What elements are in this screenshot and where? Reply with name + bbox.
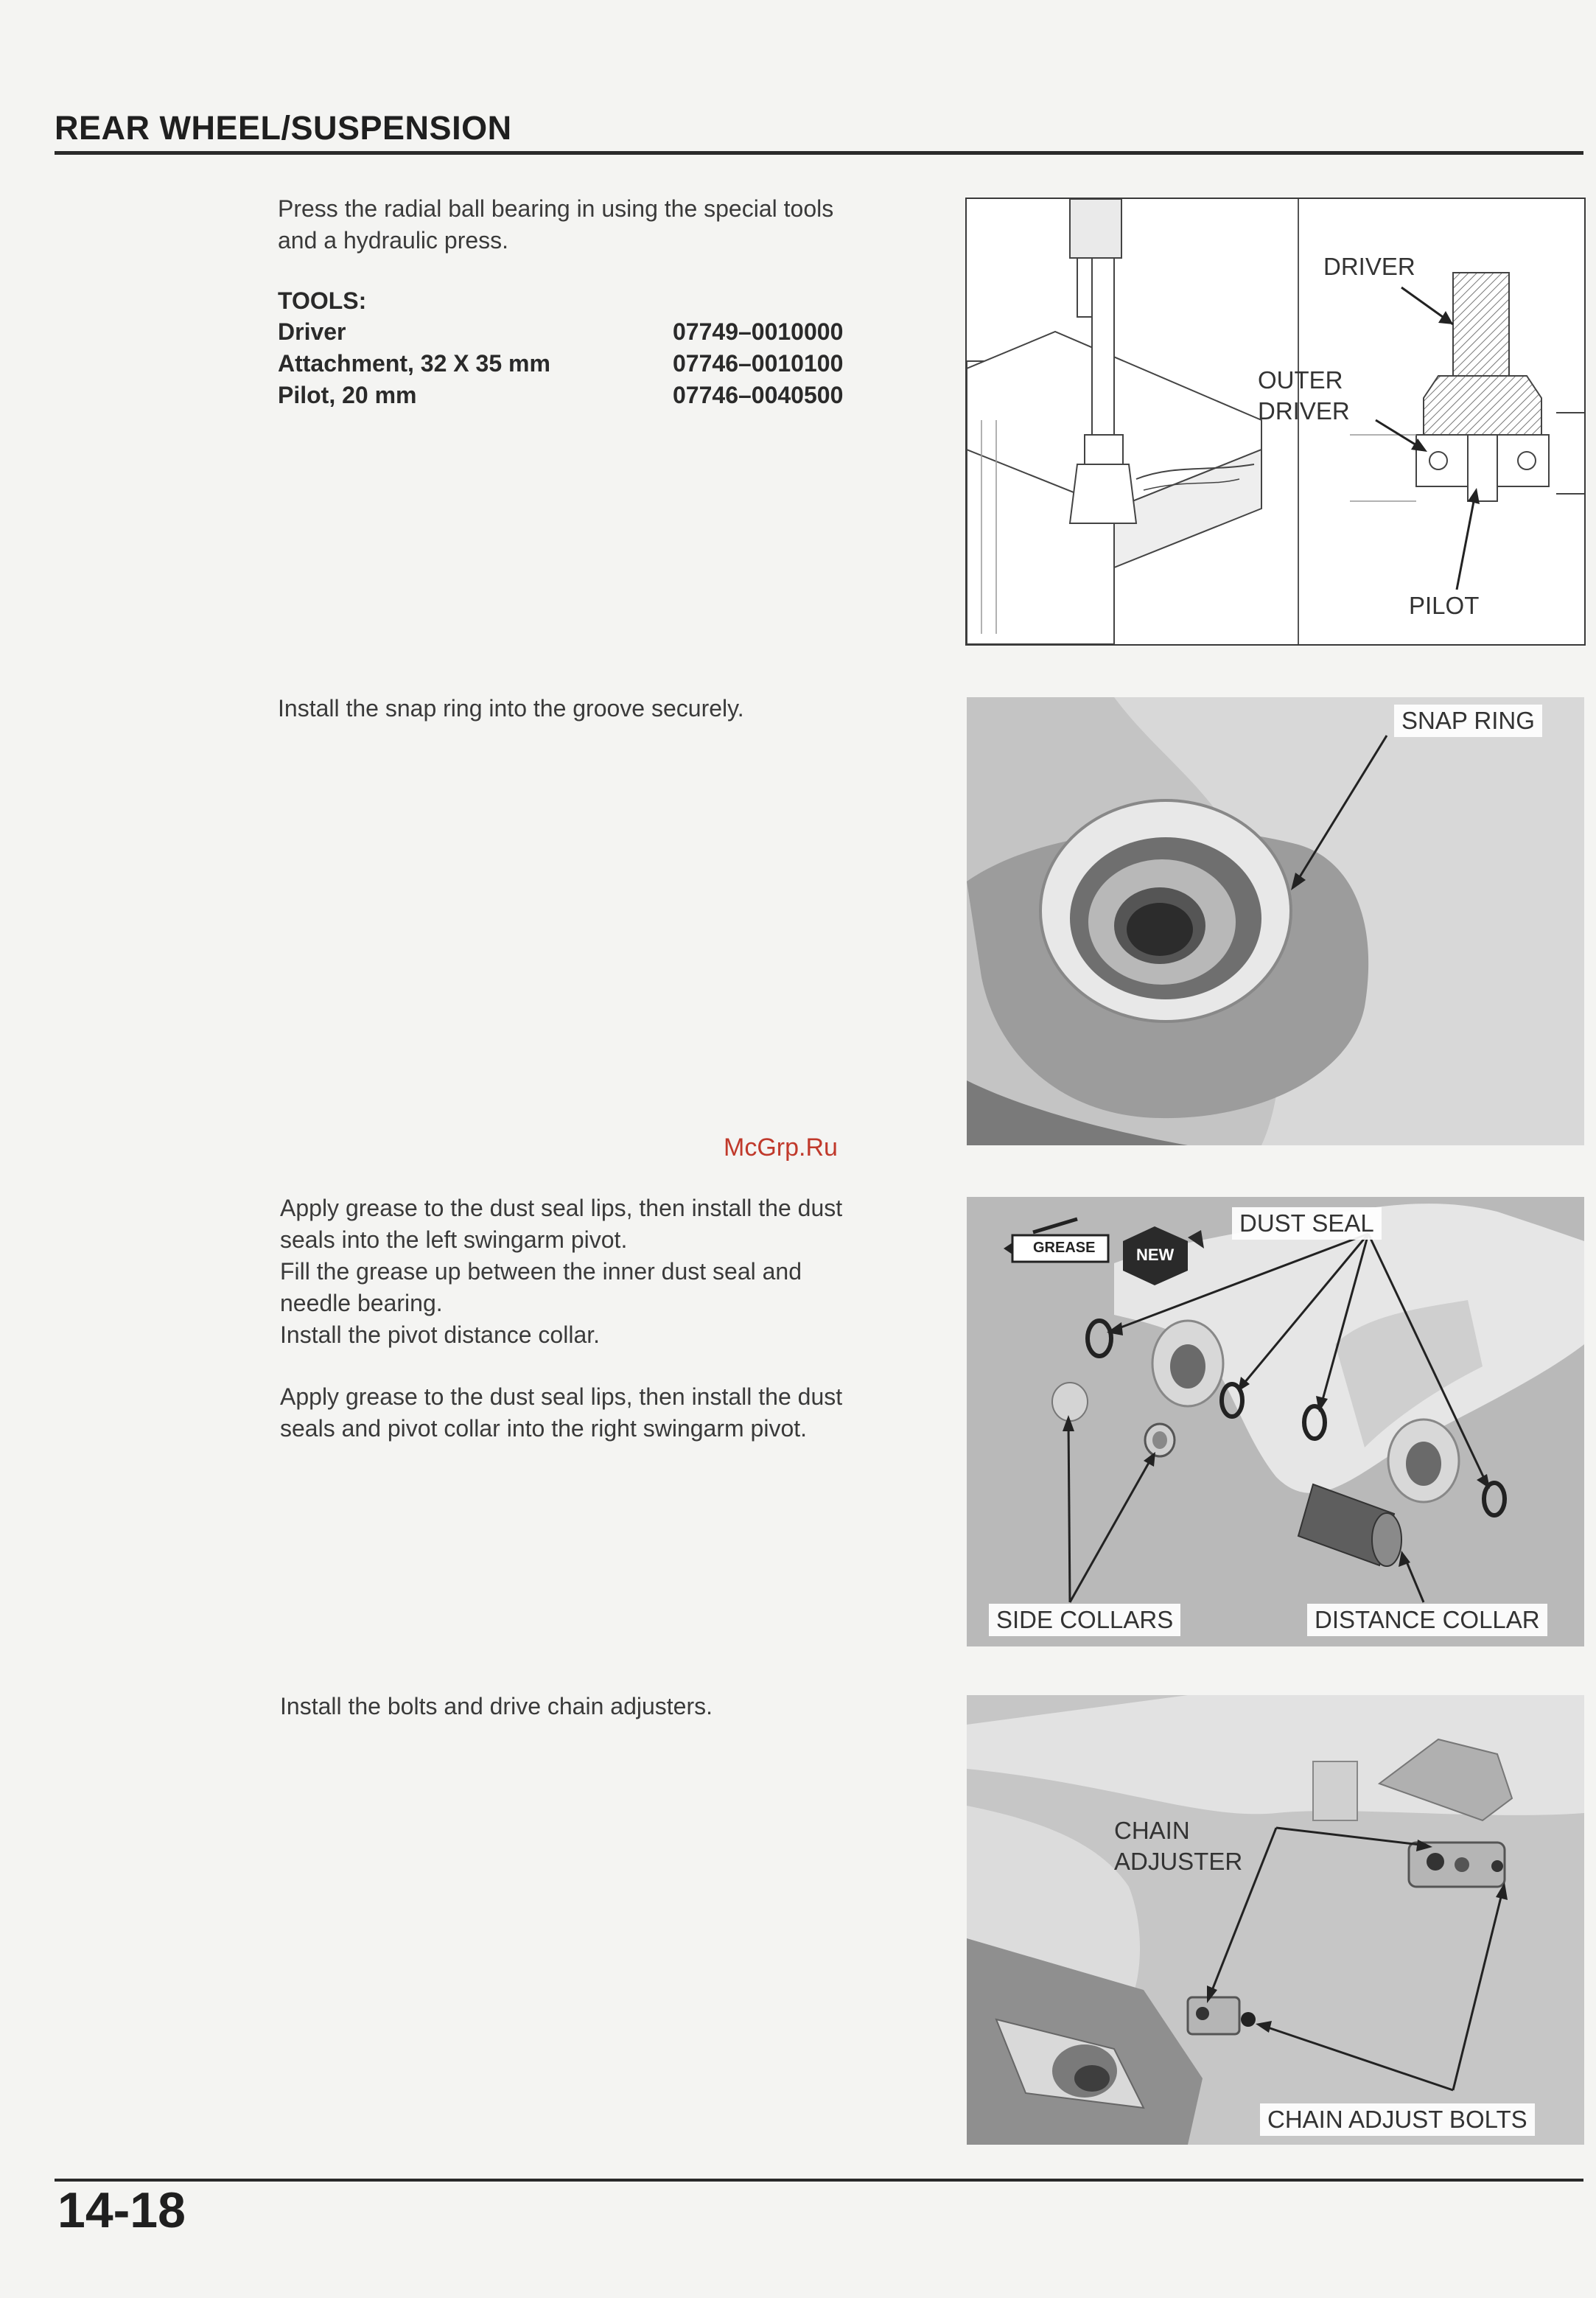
snap-ring-photo [967,697,1584,1145]
chain-adjuster-label-line2: ADJUSTER [1114,1848,1243,1875]
section3-p1-line-1: Apply grease to the dust seal lips, then install the dust [280,1195,843,1221]
new-badge: NEW [1136,1246,1175,1264]
press-figure [965,198,1586,646]
watermark: McGrp.Ru [724,1134,838,1162]
pilot-label: PILOT [1409,592,1480,619]
outer-driver-label-line1: OUTER [1258,366,1343,394]
swingarm-seals-photo [967,1197,1584,1646]
dust-seal-label: DUST SEAL [1232,1207,1382,1240]
section3-p1-line-4: needle bearing. [280,1290,443,1316]
tool-row [278,318,882,350]
tool-row [278,382,882,413]
tool-row [278,350,882,382]
page-title: REAR WHEEL/SUSPENSION [55,109,512,147]
tool-name: Driver [278,318,346,345]
header-rule [55,151,1583,155]
section3-p1-line-3: Fill the grease up between the inner dust seal and [280,1258,802,1285]
section4-instruction: Install the bolts and drive chain adjusters. [280,1693,713,1719]
grease-badge: GREASE [1033,1240,1096,1256]
tool-part-number: 07746–0040500 [673,382,844,408]
tool-part-number: 07746–0010100 [673,350,844,377]
chain-adjuster-illustration [967,1695,1584,2145]
tool-part-number: 07749–0010000 [673,318,844,345]
outer-driver-label-line2: DRIVER [1258,397,1350,425]
section3-paragraph-1 [280,1192,933,1351]
section1-line-1: Press the radial ball bearing in using the special tools [278,195,834,222]
tools-heading: TOOLS: [278,287,367,314]
section1-instruction [278,193,941,256]
section3-p1-line-2: seals into the left swingarm pivot. [280,1226,628,1253]
tool-name: Attachment, 32 X 35 mm [278,350,550,377]
snap-ring-label: SNAP RING [1394,705,1542,737]
section2-instruction: Install the snap ring into the groove securely. [278,695,744,722]
distance-collar-label: DISTANCE COLLAR [1307,1604,1547,1636]
tools-list [278,318,882,413]
chain-adjuster-photo [967,1695,1584,2145]
side-collars-label: SIDE COLLARS [989,1604,1180,1636]
section1-line-2: and a hydraulic press. [278,227,509,254]
snap-ring-illustration [967,697,1584,1145]
section3-paragraph-2 [280,1381,943,1445]
page-number: 14-18 [57,2182,186,2238]
footer-rule [55,2179,1583,2182]
section3-p2-line-2: seals and pivot collar into the right swingarm pivot. [280,1415,808,1442]
chain-adjuster-label-line1: CHAIN [1114,1817,1190,1844]
driver-label: DRIVER [1323,253,1415,280]
tool-name: Pilot, 20 mm [278,382,417,408]
section3-p1-line-5: Install the pivot distance collar. [280,1321,601,1348]
swingarm-seals-illustration [967,1197,1584,1646]
chain-adjust-bolts-label: CHAIN ADJUST BOLTS [1260,2103,1535,2136]
section3-p2-line-1: Apply grease to the dust seal lips, then install the dust [280,1383,843,1410]
